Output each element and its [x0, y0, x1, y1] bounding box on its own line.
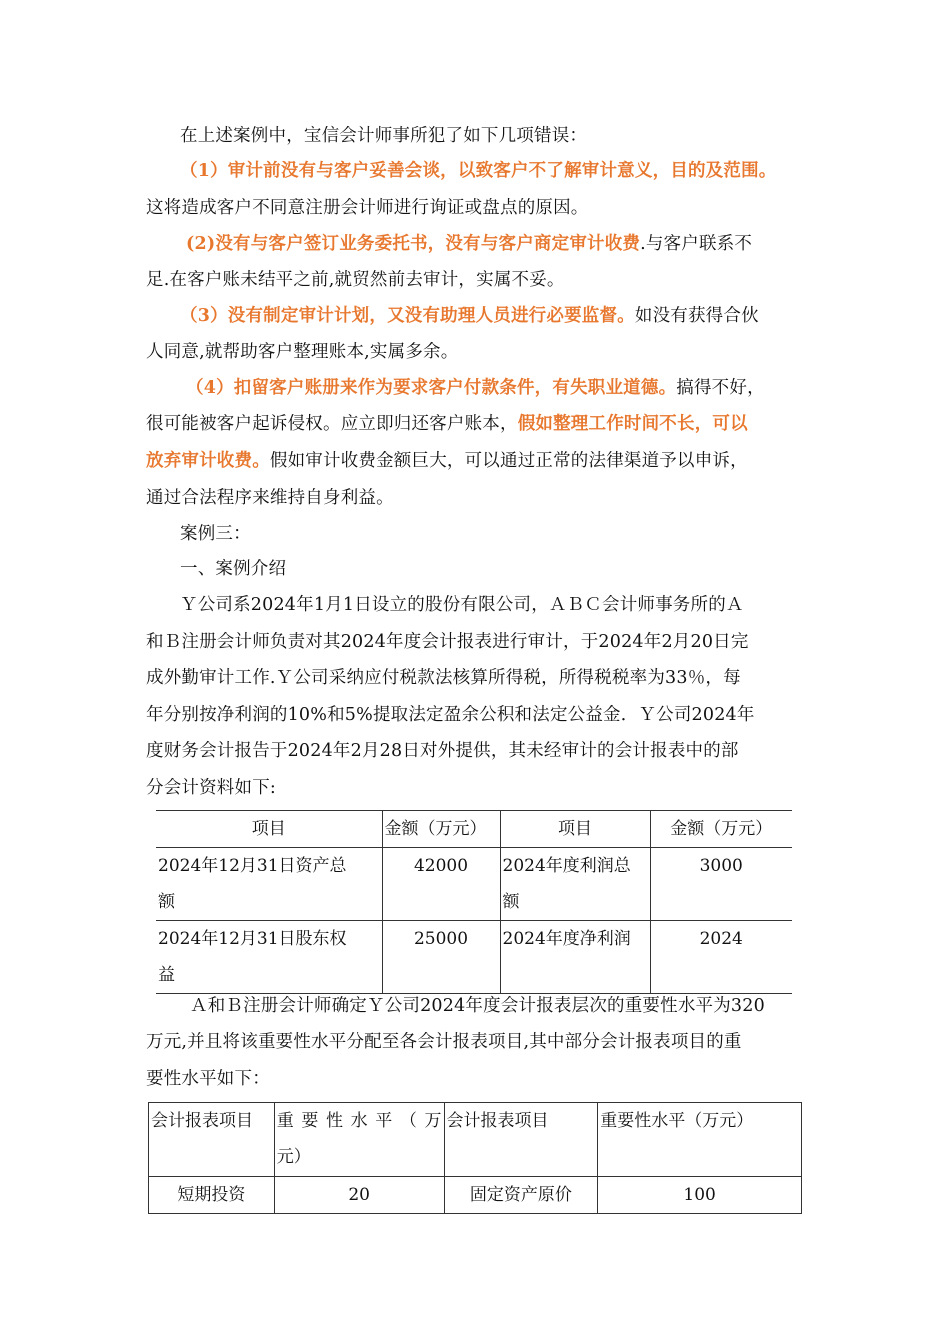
error-item-4-highlight: （4）扣留客户账册来作为要求客户付款条件，有失职业道德。 — [186, 378, 677, 398]
table-header-cell: 金额（万元） — [650, 811, 792, 848]
section-1-title: 一、案例介绍 — [180, 559, 287, 579]
error-item-4-text: 搞得不好， — [676, 378, 765, 398]
table-header-cell: 重要性水平（万元） — [598, 1103, 802, 1177]
error-item-3-text: 如没有获得合伙 — [634, 306, 759, 326]
error-item-2-line-1 — [186, 226, 752, 262]
table-header-row — [149, 1103, 802, 1177]
cell-text: 2024年12月31日股东权 — [158, 929, 347, 949]
table-cell — [156, 848, 382, 921]
error-item-1-highlight: （1）审计前没有与客户妥善会谈，以致客户不了解审计意义，目的及范围。 — [180, 161, 777, 181]
case-paragraph-line: 和Ｂ注册会计师负责对其2024年度会计报表进行审计，于2024年2月20日完 — [146, 632, 749, 652]
table-cell: 短期投资 — [149, 1177, 275, 1214]
error-item-3-line-1 — [180, 298, 759, 334]
table-cell: 2024年度净利润 — [500, 921, 650, 994]
table-cell: 2024 — [650, 921, 792, 994]
cell-text: 2024年度利润总 — [502, 856, 631, 876]
materiality-paragraph-line: 要性水平如下： — [146, 1069, 270, 1089]
error-item-4-text-3: 假如审计收费金额巨大，可以通过正常的法律渠道予以申诉， — [269, 451, 748, 471]
table-row — [156, 921, 792, 994]
case-3-title: 案例三： — [180, 524, 251, 544]
paragraph-intro: 在上述案例中，宝信会计师事所犯了如下几项错误： — [180, 126, 588, 146]
error-item-4-line-2 — [146, 406, 748, 442]
cell-text: 元） — [276, 1147, 311, 1167]
error-item-3-highlight: （3）没有制定审计计划，又没有助理人员进行必要监督。 — [180, 306, 635, 326]
table-cell — [156, 921, 382, 994]
cell-text: 额 — [502, 892, 520, 912]
table-cell: 3000 — [650, 848, 792, 921]
cell-text: 重 要 性 水 平 （ 万 — [276, 1111, 442, 1131]
table-header-cell: 项目 — [500, 811, 650, 848]
table-cell: 25000 — [382, 921, 500, 994]
error-item-4-highlight-2: 假如整理工作时间不长，可以 — [517, 414, 748, 434]
error-item-4-line-1 — [186, 370, 765, 406]
error-item-4-highlight-3: 放弃审计收费。 — [146, 451, 270, 471]
case-paragraph-line: 度财务会计报告于2024年2月28日对外提供，其未经审计的会计报表中的部 — [146, 741, 739, 761]
table-header-cell — [274, 1103, 444, 1177]
table-row — [149, 1177, 802, 1214]
error-item-4-line-4: 通过合法程序来维持自身利益。 — [146, 488, 394, 508]
table-cell — [500, 848, 650, 921]
case-paragraph-line: Ｙ公司系2024年1月1日设立的股份有限公司，ＡＢＣ会计师事务所的Ａ — [180, 595, 744, 615]
case-paragraph-line: 年分别按净利润的10%和5%提取法定盈余公积和法定公益金．Ｙ公司2024年 — [146, 705, 755, 725]
case-paragraph-line: 成外勤审计工作.Ｙ公司采纳应付税款法核算所得税，所得税税率为33％，每 — [146, 668, 741, 688]
error-item-2-highlight: (2)没有与客户签订业务委托书，没有与客户商定审计收费 — [186, 234, 641, 254]
table-header-cell: 项目 — [156, 811, 382, 848]
materiality-paragraph-line: 万元,并且将该重要性水平分配至各会计报表项目,其中部分会计报表项目的重 — [146, 1032, 742, 1052]
table-cell: 20 — [274, 1177, 444, 1214]
case-paragraph-line: 分会计资料如下: — [146, 778, 276, 798]
financial-data-table — [156, 810, 792, 994]
table-cell: 100 — [598, 1177, 802, 1214]
error-item-3-line-2: 人同意,就帮助客户整理账本,实属多余。 — [146, 342, 459, 362]
cell-text: 额 — [158, 892, 175, 912]
cell-text: 2024年12月31日资产总 — [158, 856, 347, 876]
error-item-2-text: .与客户联系不 — [640, 234, 753, 254]
table-header-cell: 会计报表项目 — [149, 1103, 275, 1177]
table-header-cell: 金额（万元） — [382, 811, 500, 848]
error-item-4-text-2: 很可能被客户起诉侵权。应立即归还客户账本， — [146, 414, 518, 434]
table-header-cell: 会计报表项目 — [444, 1103, 598, 1177]
table-cell: 42000 — [382, 848, 500, 921]
materiality-table — [148, 1102, 802, 1214]
cell-text: 益 — [158, 965, 175, 985]
error-item-4-line-3 — [146, 443, 748, 479]
error-item-2-line-2: 足.在客户账未结平之前,就贸然前去审计，实属不妥。 — [146, 270, 565, 290]
table-header-row — [156, 811, 792, 848]
table-row — [156, 848, 792, 921]
table-cell: 固定资产原价 — [444, 1177, 598, 1214]
materiality-paragraph-line: Ａ和Ｂ注册会计师确定Ｙ公司2024年度会计报表层次的重要性水平为320 — [190, 996, 765, 1016]
error-item-1-text: 这将造成客户不同意注册会计师进行询证或盘点的原因。 — [146, 198, 589, 218]
